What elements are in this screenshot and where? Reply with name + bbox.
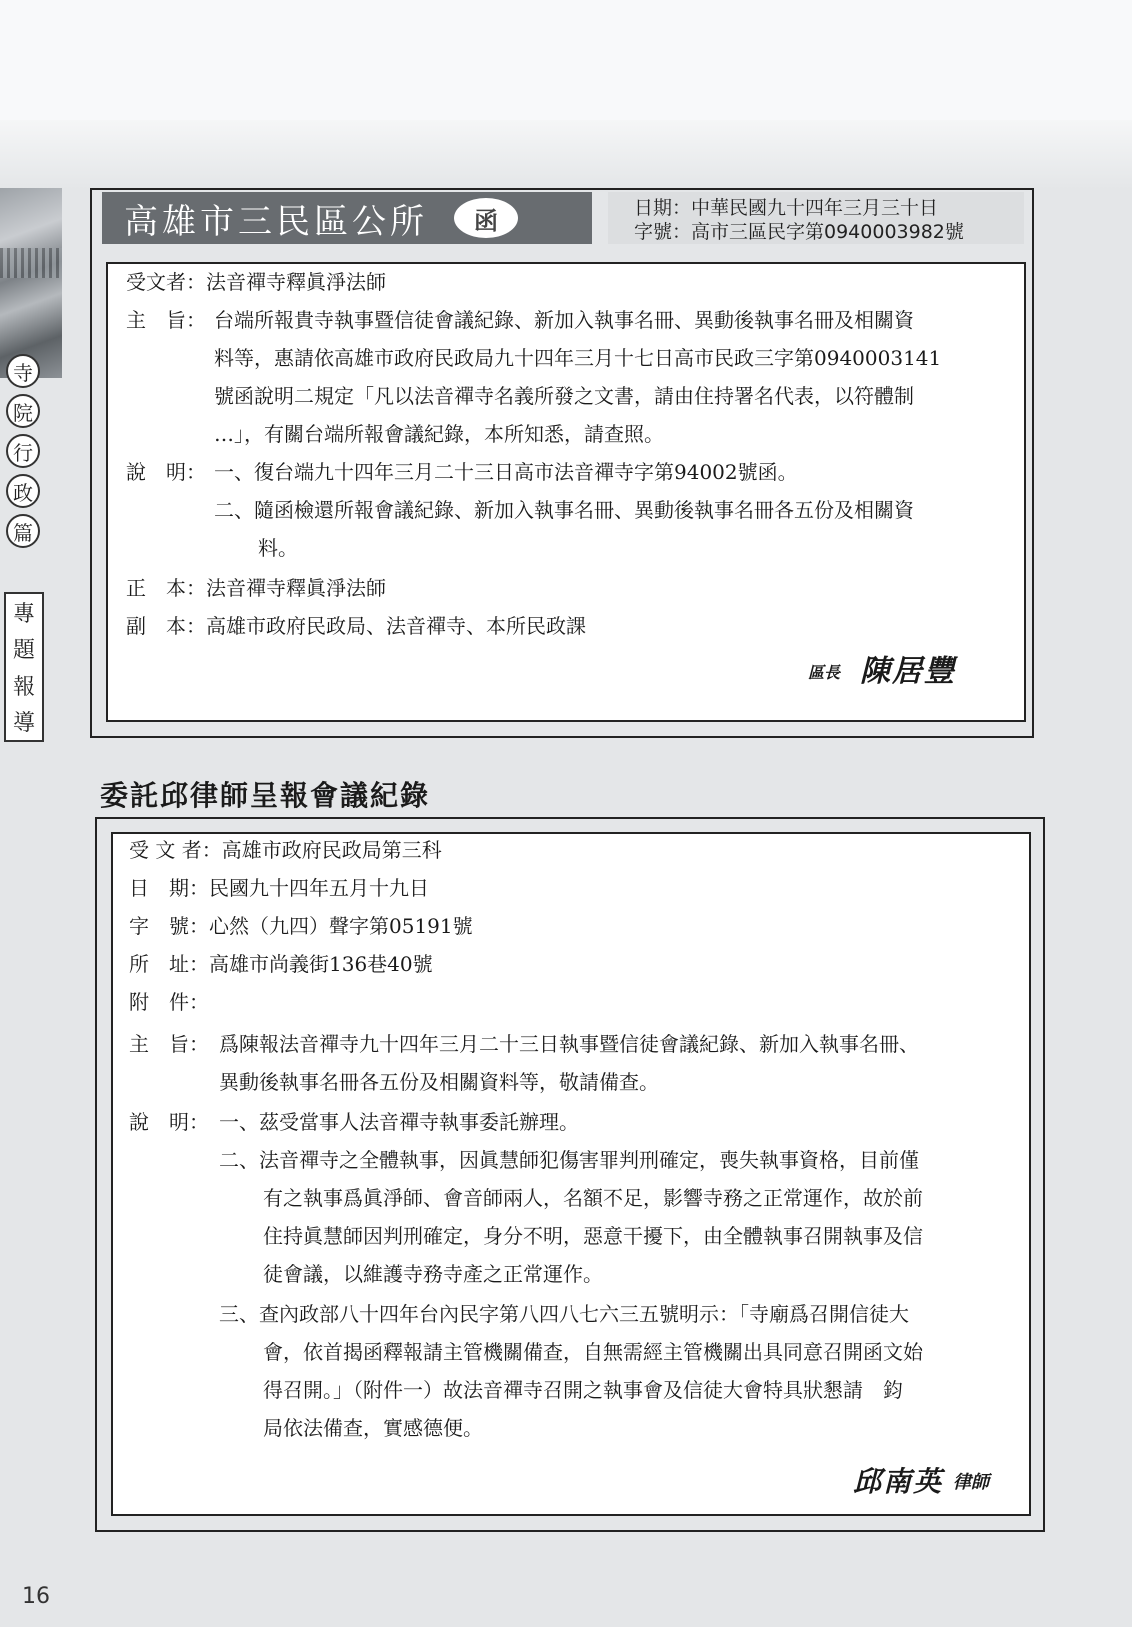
letter2-explain-line: 一、茲受當事人法音禪寺執事委託辦理。	[219, 1110, 579, 1134]
letter1-subject-line: 號函說明二規定「凡以法音禪寺名義所發之文書，請由住持署名代表，以符體制	[214, 384, 914, 408]
letter2-field: 所 址：高雄市尚義街136巷40號	[129, 952, 433, 976]
letter2-field: 附 件：	[129, 990, 209, 1014]
letter1-explain-line: 一、復台端九十四年三月二十三日高市法音禪寺字第94002號函。	[214, 460, 798, 484]
chapter-char: 寺	[6, 354, 40, 388]
topic-char: 專	[12, 601, 35, 627]
letter2-subject-label: 主 旨：	[129, 1032, 209, 1056]
side-chapter-tab	[0, 188, 62, 748]
letter1-copy-to: 副 本：高雄市政府民政局、法音禪寺、本所民政課	[126, 614, 586, 638]
letter2-explain-line: 會，依首揭函釋報請主管機關備查，自無需經主管機關出具同意召開函文始	[263, 1340, 923, 1364]
letter1-issuer-bar	[102, 192, 592, 244]
letter2-explain-line: 三、查內政部八十四年台內民字第八四八七六三五號明示：「寺廟爲召開信徒大	[219, 1302, 909, 1326]
letter1-recipient: 受文者：法音禪寺釋眞淨法師	[126, 270, 386, 294]
letter2-explain-line: 二、法音禪寺之全體執事，因眞慧師犯傷害罪判刑確定，喪失執事資格，目前僅	[219, 1148, 919, 1172]
letter-seal-icon: 函	[454, 198, 518, 238]
letter1-body	[106, 262, 1026, 722]
letter1-signatory-title: 區長	[808, 663, 841, 682]
chapter-char: 院	[6, 394, 40, 428]
issuer-title: 高雄市三民區公所	[124, 201, 428, 242]
letter1-date: 日期：中華民國九十四年三月三十日	[634, 197, 939, 219]
letter1-meta	[608, 192, 1024, 244]
letter1-subject-line: …」，有關台端所報會議紀錄，本所知悉，請查照。	[214, 422, 664, 446]
letter1-original-to: 正 本：法音禪寺釋眞淨法師	[126, 576, 386, 600]
letter1-doc-number: 字號：高市三區民字第0940003982號	[634, 221, 964, 243]
chapter-char: 行	[6, 434, 40, 468]
letter1-subject-line: 料等，惠請依高雄市政府民政局九十四年三月十七日高市民政三字第0940003141	[214, 346, 942, 370]
letter2-explain-line: 得召開。」（附件一）故法音禪寺召開之執事會及信徒大會特具狀懇請 鈞	[263, 1378, 903, 1402]
topic-label-box	[4, 592, 44, 742]
letter1-explain-line: 料。	[258, 536, 298, 560]
letter2-subject-line: 爲陳報法音禪寺九十四年三月二十三日執事暨信徒會議紀錄、新加入執事名冊、	[219, 1032, 919, 1056]
letter2-signatory-title: 律師	[953, 1472, 989, 1493]
page-top-fade	[0, 120, 1132, 190]
letter2-explain-line: 局依法備查，實感德便。	[263, 1416, 483, 1440]
letter2-signature: 邱南英	[853, 1465, 944, 1498]
letter1-explain-label: 說 明：	[126, 460, 206, 484]
letter1-explain-line: 二、隨函檢還所報會議紀錄、新加入執事名冊、異動後執事名冊各五份及相關資	[214, 498, 914, 522]
topic-char: 題	[12, 638, 35, 664]
chapter-circle-labels	[0, 348, 48, 554]
letter2-explain-line: 有之執事爲眞淨師、會音師兩人，名額不足，影響寺務之正常運作，故於前	[263, 1186, 923, 1210]
topic-char: 報	[12, 674, 35, 700]
chapter-char: 篇	[6, 514, 40, 548]
letter2-field: 字 號：心然（九四）聲字第05191號	[129, 914, 473, 938]
chapter-char: 政	[6, 474, 40, 508]
letter1-subject-label: 主 旨：	[126, 308, 206, 332]
section-title: 委託邱律師呈報會議紀錄	[100, 779, 431, 812]
letter2-explain-line: 住持眞慧師因判刑確定，身分不明，惡意干擾下，由全體執事召開執事及信	[263, 1224, 923, 1248]
letter1-subject-line: 台端所報貴寺執事暨信徒會議紀錄、新加入執事名冊、異動後執事名冊及相關資	[214, 308, 914, 332]
letter2-field: 受 文 者：高雄市政府民政局第三科	[129, 838, 442, 862]
letter1-signature: 陳居豐	[860, 654, 956, 689]
letter2-explain-line: 徒會議，以維護寺務寺產之正常運作。	[263, 1262, 603, 1286]
letter2-body	[111, 832, 1031, 1516]
temple-roof-detail	[0, 248, 62, 278]
letter2-field: 日 期：民國九十四年五月十九日	[129, 876, 429, 900]
topic-char: 導	[12, 711, 35, 737]
page-number: 16	[22, 1584, 50, 1609]
letter2-explain-label: 說 明：	[129, 1110, 209, 1134]
letter2-subject-line: 異動後執事名冊各五份及相關資料等，敬請備查。	[219, 1070, 659, 1094]
letter1-header	[88, 188, 1030, 252]
